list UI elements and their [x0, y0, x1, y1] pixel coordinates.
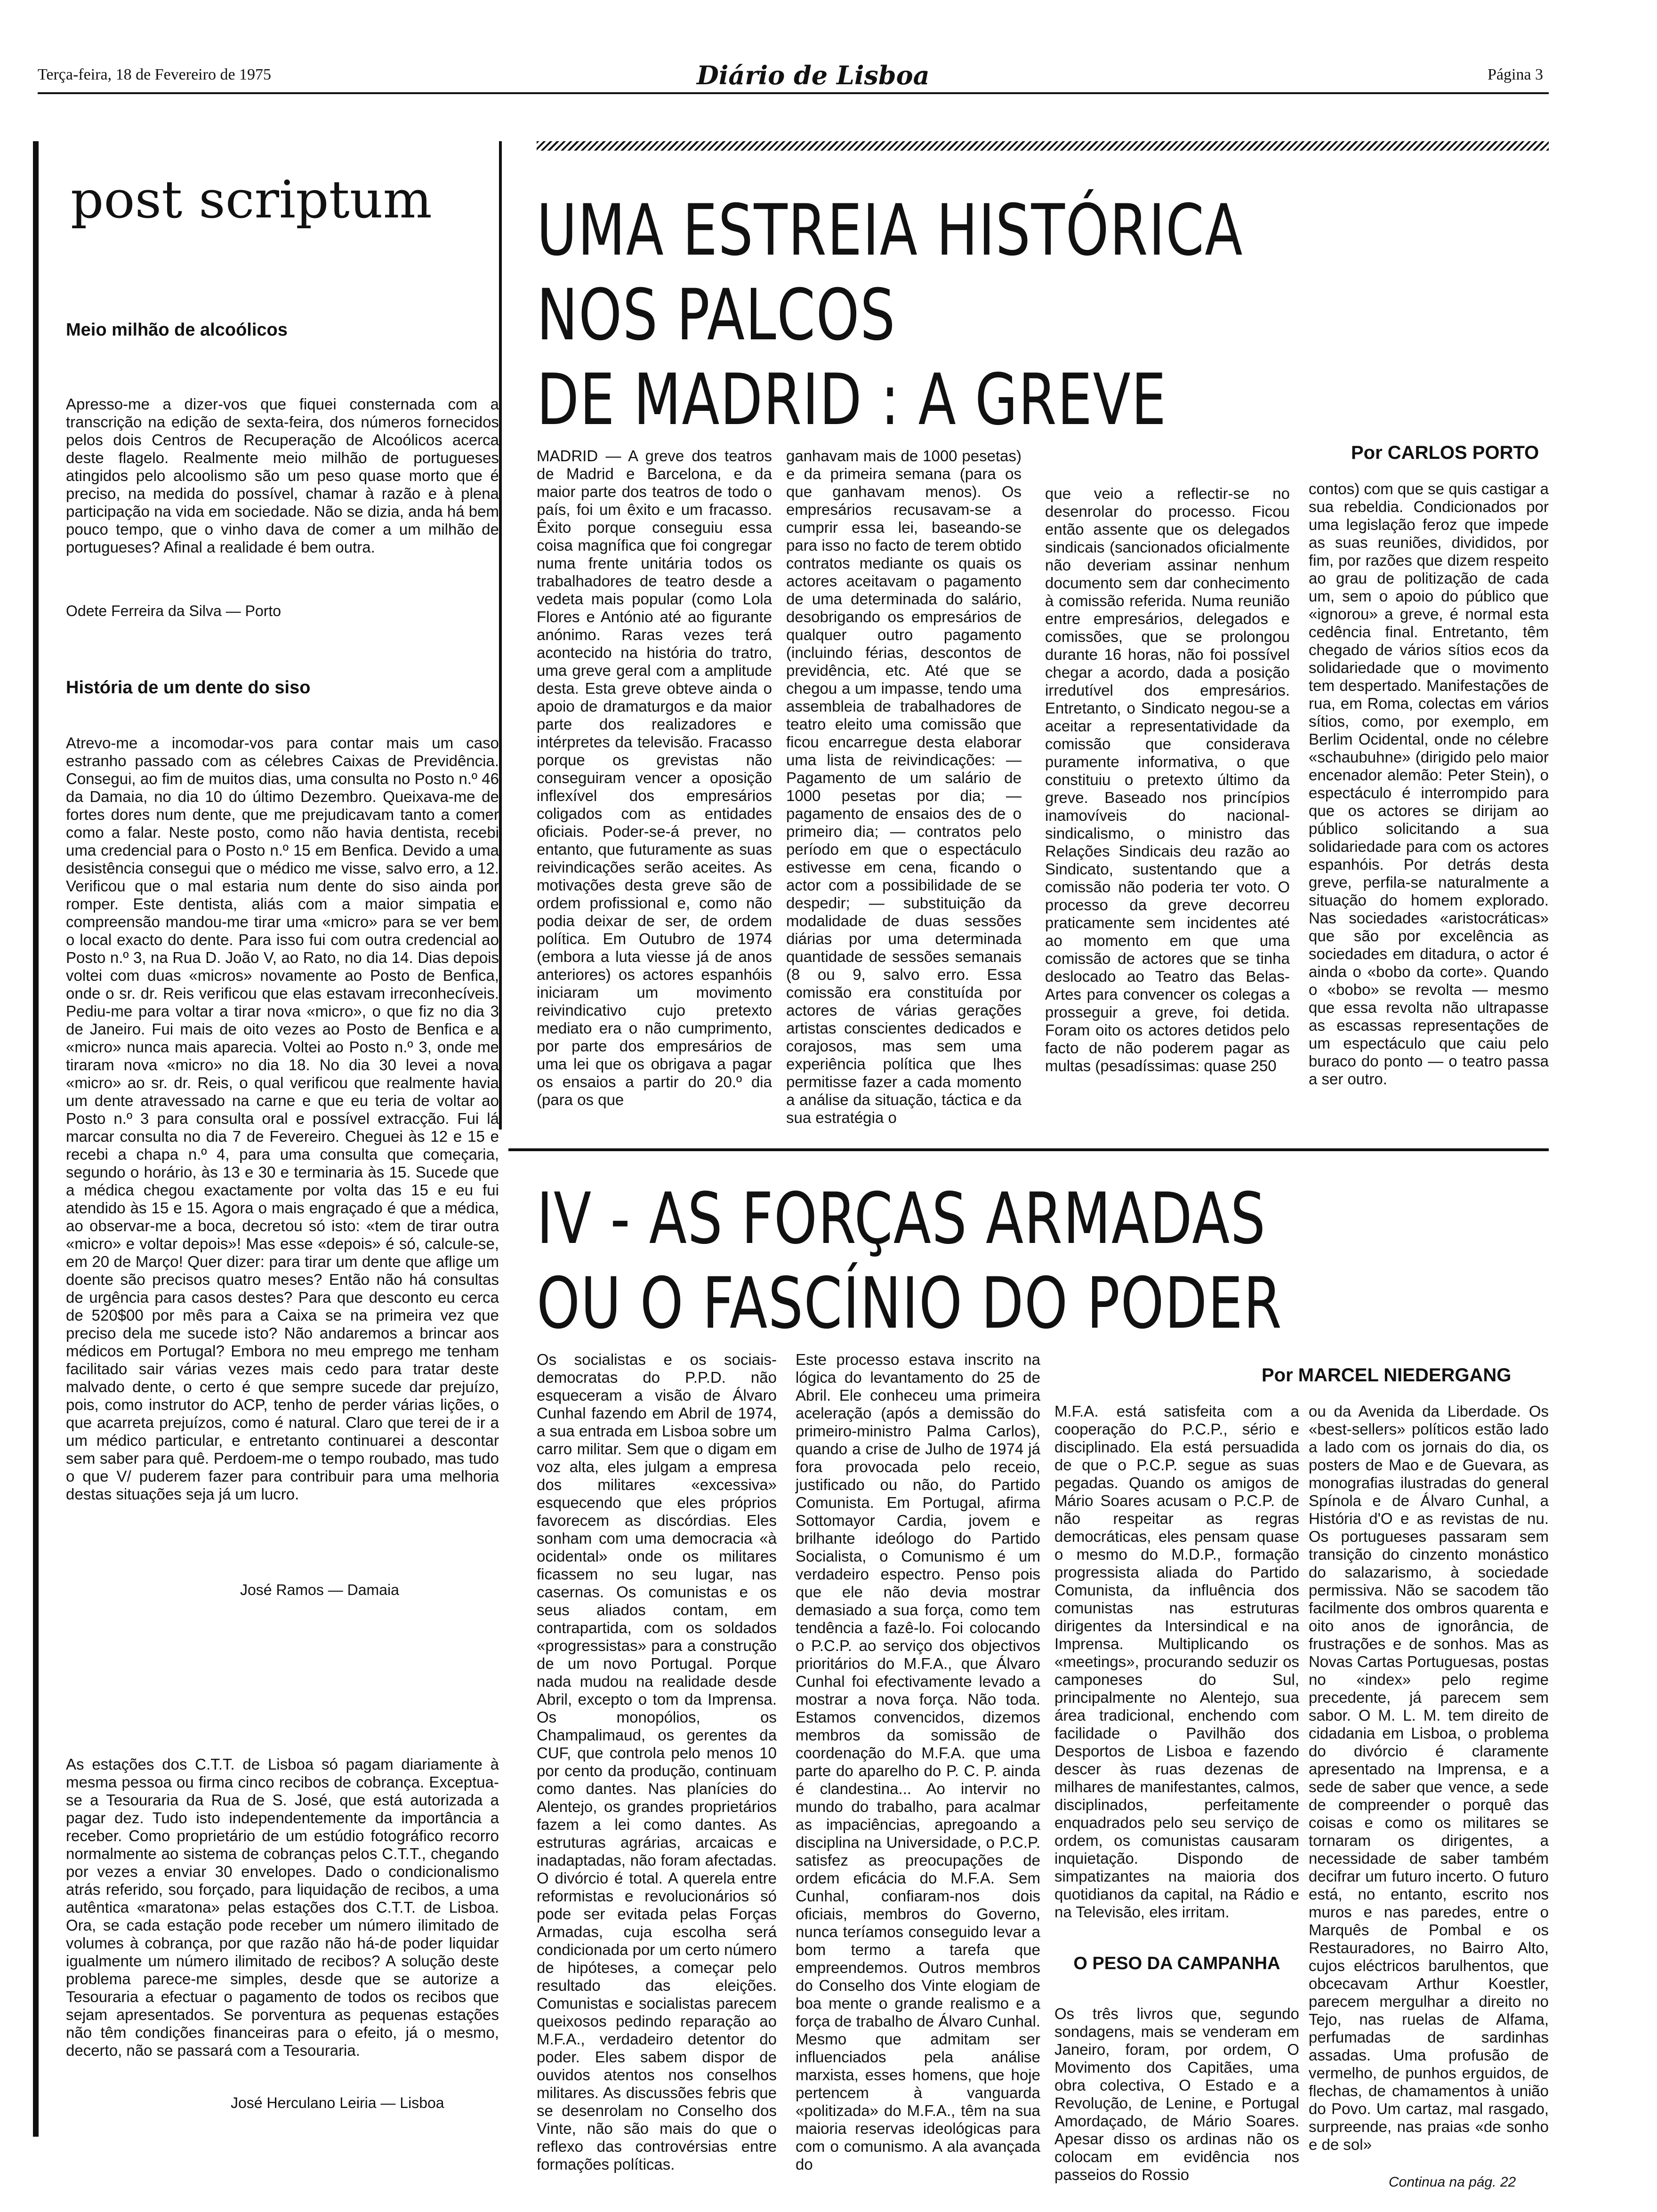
post-scriptum-column — [33, 141, 504, 2137]
letter-signature: José Ramos — Damaia — [240, 1581, 399, 1598]
page-number: Página 3 — [1488, 66, 1544, 83]
byline: Por MARCEL NIEDERGANG — [1262, 1365, 1512, 1386]
masthead-rule — [38, 92, 1549, 94]
subhead: O PESO DA CAMPANHA — [1073, 1954, 1280, 1973]
article-column: Este processo estava inscrito na lógica do levantamento do 25 de Abril. Ele conheceu uma primeira aceleração (após a demissão do primeiro-ministro Palma Carlos), quando a crise de Julho de 1974 já fora provocada pelo receio, justificado ou não, do Partido Comunista. Em Portugal, afirma Sottomayor Cardia, jovem e brilhante ideólogo do Partido Socialista, o Comunismo é um verdadeiro espectro. Penso pois que ele não devia mostrar demasiado a sua força, como tem tendência a fazê-lo. Foi colocando o P.C.P. ao serviço dos objectivos prioritários do M.F.A., que Álvaro Cunhal foi efectivamente levado a mostrar a nova força. Não toda. Estamos convencidos, dizemos membros da somissão de coordenação do M.F.A. que uma parte do aparelho do P. C. P. ainda é clandestina... Ao intervir no mundo do trabalho, para acalmar as impaciências, apregoando a disciplina na Universidade, o P.C.P. satisfez as preocupações de ordem eficácia do M.F.A. Sem Cunhal, confiaram-nos dois oficiais, membros do Governo, nunca teríamos conseguido levar a bom termo a tarefa que empreendemos. Outros membros do Conselho dos Vinte elogiam de boa mente o grande realismo e a força de trabalho de Álvaro Cunhal. Mesmo que admitam ser influenciados pela análise marxista, esses homens, que hoje pertencem à vanguarda «politizada» do M.F.A., têm na sua maioria reservas ideológicas para com o comunismo. A ala avançada do — [796, 1351, 1040, 2173]
article-column: que veio a reflectir-se no desenrolar do processo. Ficou então assente que os delegados sindicais (sancionados oficialmente não deveriam assinar nenhum documento sem dar conhecimento à comissão referida. Numa reunião entre empresários, delegados e comissões, que se prolongou durante 16 horas, não foi possível chegar a acordo, dada a posição irredutível dos empresários. Entretanto, o Sindicato negou-se a aceitar a representatividade da comissão que considerava puramente informativa, o que constituiu o pretexto último da greve. Baseado nos princípios inamovíveis do nacional-sindicalismo, o ministro das Relações Sindicais deu razão ao Sindicato, sustentando que a comissão não poderia ter voto. O processo da greve decorreu praticamente sem incidentes até ao momento em que uma comissão de actores que se tinha deslocado ao Teatro das Belas-Artes para convencer os colegas a prosseguir a greve, foi detida. Foram oito os actores detidos pelo facto de não poderem pagar as multas (pesadíssimas: quase 250 — [1045, 485, 1290, 1074]
article-column: ganhavam mais de 1000 pesetas) e da primeira semana (para os que ganhavam menos). Os empresários recusavam-se a cumprir essa lei, baseando-se para isso no facto de terem obtido contratos mediante os quais os actores aceitavam o pagamento de uma determinada do salário, desobrigando os empresários de qualquer outro pagamento (incluindo férias, descontos de previdência, etc. Até que se chegou a um impasse, tendo uma assembleia de trabalhadores de teatro eleito uma comissão que ficou encarregue desta elaborar uma lista de reivindicações: — Pagamento de um salário de 1000 pesetas por dia; — pagamento de ensaios des de o primeiro dia; — contratos pelo período em que o espectáculo estivesse em cena, ficando o actor com a possibilidade de se despedir; — substituição da modalidade de duas sessões diárias por uma determinada quantidade de sessões semanais (8 ou 9, salvo erro. Essa comissão era constituída por actores de várias gerações artistas conscientes dedicados e corajosos, mas sem uma experiência política que lhes permitisse fazer a cada momento a análise da situação, táctica e da sua estratégia o — [786, 447, 1022, 1126]
hatched-rule — [537, 141, 1549, 151]
letter-body: Atrevo-me a incomodar-vos para contar mais um caso estranho passado com as célebres Caixas de Previdência. Consegui, ao fim de muitos dias, uma consulta no Posto n.º 46 da Damaia, no dia 10 do último Dezembro. Queixava-me de fortes dores num dente, que me prejudicavam tanto a comer como a falar. Neste posto, como não havia dentista, recebi uma credencial para o Posto n.º 15 em Benfica. Devido a uma desistência consegui que o médico me visse, salvo erro, a 12. Verificou que o mal estaria num dente do siso ainda por romper. Este dentista, aliás com a maior simpatia e compreensão mandou-me tirar uma «micro» para se ver bem o local exacto do dente. Para isso fui com outra credencial ao Posto n.º 3, na Rua D. João V, ao Rato, no dia 14. Dias depois voltei com duas «micros» novamente ao Posto de Benfica, onde o sr. dr. Reis verificou que elas estavam irreconhecíveis. Pediu-me para voltar a tirar nova «micro», o que fiz no dia 3 de Janeiro. Fui mais de oito vezes ao Posto de Benfica e a «micro» nunca mais aparecia. Voltei ao Posto n.º 3, onde me tiraram nova «micro» no dia 18. No dia 30 levei a nova «micro» ao sr. dr. Reis, o qual verificou que realmente havia um dente atravessado na carne e que eu teria de voltar ao Posto n.º 3 para consulta oral e possível extracção. Fui lá marcar consulta no dia 7 de Fevereiro. Cheguei às 12 e 15 e recebi a chapa n.º 4, para uma consulta que começaria, segundo o horário, às 13 e 30 e terminaria às 15. Sucede que a médica chegou exactamente por volta das 15 e eu fui atendido às 15 e 15. Agora o mais engraçado é que a médica, ao observar-me a boca, decretou só isto: «tem de tirar outra «micro» e voltar depois»! Mas esse «depois» é só, calcule-se, em 20 de Março! Quer dizer: para tirar um dente que aflige um doente são precisos quatro meses? Então não há consultas de urgência para casos destes? Para que desconto eu cerca de 520$00 por mês para a Caixa se na primeira vez que preciso dela me sucede isto? Não andaremos a brincar aos médicos em Portugal? Embora no meu emprego me tenham facilitado sair várias vezes mais cedo para tratar deste malvado dente, o certo é que sempre sucede dar prejuízo, pois, como instrutor do ACP, tenho de perder várias lições, o que acarreta prejuízos, como é natural. Claro que terei de ir a um médico particular, e entretanto continuarei a descontar sem saber para quê. Perdoem-me o tempo roubado, mas tudo o que V/ puderem fazer para contribuir para uma melhoria destas situações seja já um lucro. — [66, 734, 499, 1503]
article-column: contos) com que se quis castigar a sua rebeldia. Condicionados por uma legislação feroz que impede as suas reuniões, divididos, por fim, por razões que dizem respeito ao grau de politização de cada um, sem o apoio do público que «ignorou» a greve, é normal esta cedência final. Entretanto, têm chegado de vários sítios ecos da solidariedade que o movimento tem despertado. Manifestações de rua, em Roma, colectas em vários sítios, como, por exemplo, em Berlim Ocidental, onde no célebre «schaubuhne» (dirigido pelo maior encenador alemão: Peter Stein), o espectáculo é interrompido para que os actores se dirijam ao público solicitando a sua solidariedade para com os actores espanhóis. Por detrás desta greve, perfila-se naturalmente a situação do homem explorado. Nas sociedades «aristocráticas» que são por excelência as sociedades em ditadura, o actor é ainda o «bobo da corte». Quando o «bobo» se revolta — mesmo que essa revolta não ultrapasse as escassas representações de um espectáculo que caiu pelo buraco do ponto — o teatro passa a ser outro. — [1309, 480, 1549, 1088]
newspaper-title: Diário de Lisboa — [697, 60, 930, 90]
letter-body: As estações dos C.T.T. de Lisboa só pagam diariamente à mesma pessoa ou firma cinco recibos de cobrança. Exceptua-se a Tesouraria da Rua de S. José, que está autorizada a pagar dez. Tudo isto independentemente da importância a receber. Como proprietário de um estúdio fotográfico recorro normalmente ao sistema de cobranças pelos C.T.T., chegando por vezes a enviar 30 envelopes. Dado o condicionalismo atrás referido, sou forçado, para liquidação de recibos, a uma autêntica «maratona» pelas estações dos C.T.T. de Lisboa. Ora, se cada estação pode receber um número ilimitado de volumes à cobrança, por que razão não há-de poder liquidar igualmente um número ilimitado de recibos? A solução deste problema parece-me simples, desde que se autorize a Tesouraria a efectuar o pagamento de todos os recibos que sejam apresentados. Se porventura as pequenas estações não têm condições financeiras para o efeito, já o mesmo, decerto, não se passará com a Tesouraria. — [66, 1755, 499, 2059]
byline: Por CARLOS PORTO — [1351, 442, 1539, 463]
article-column: Os socialistas e os sociais-democratas do P.P.D. não esqueceram a visão de Álvaro Cunhal fazendo em Abril de 1974, a sua entrada em Lisboa sobre um carro militar. Sem que o digam em voz alta, eles julgam a empresa dos militares «excessiva» esquecendo que eles próprios favorecem as discórdias. Eles sonham com uma democracia «à ocidental» onde os militares ficassem no seu lugar, nas casernas. Os comunistas e os seus aliados contam, em contrapartida, com os soldados «progressistas» para a construção de um novo Portugal. Porque nada mudou na realidade desde Abril, excepto o tom da Imprensa. Os monopólios, os Champalimaud, os gerentes da CUF, que controla pelo menos 10 por cento da produção, continuam como dantes. Nas planícies do Alentejo, os grandes proprietários fazem a lei como dantes. As estruturas agrárias, arcaicas e inadaptadas, não foram afectadas. O divórcio é total. A querela entre reformistas e revolucionários só pode ser evitada pelas Forças Armadas, cuja escolha será condicionada por um certo número de hipóteses, a começar pelo resultado das eleições. Comunistas e socialistas parecem queixosos pedindo reparação ao M.F.A., verdadeiro detentor do poder. Eles sabem dispor de ouvidos atentos nos conselhos militares. As discussões febris que se desenrolam no Conselho dos Vinte, não são mais do que o reflexo das controvérsias entre formações políticas. — [537, 1351, 777, 2173]
section-title: post scriptum — [71, 169, 432, 230]
letter-signature: Odete Ferreira da Silva — Porto — [66, 602, 282, 619]
letter-body: Apresso-me a dizer-vos que fiquei consternada com a transcrição na edição de sexta-feira, dos números fornecidos pelos dois Centros de Recuperação de Alcoólicos acerca deste flagelo. Realmente meio milhão de portugueses atingidos pelo alcoolismo são um peso quase morto que é preciso, na medida do possível, chamar à razão e à plena participação na vida em sociedade. Não se dizia, anda há bem pouco tempo, que o vinho dava de comer a um milhão de portugueses? Afinal a realidade é bem outra. — [66, 395, 499, 556]
letter-signature: José Herculano Leiria — Lisboa — [231, 2094, 444, 2111]
continued-note: Continua na pág. 22 — [1389, 2174, 1516, 2190]
column-bar — [33, 141, 39, 2137]
issue-date: Terça-feira, 18 de Fevereiro de 1975 — [38, 66, 272, 83]
article-column: Os três livros que, segundo sondagens, mais se venderam em Janeiro, foram, por ordem, O Movimento dos Capitães, uma obra colectiva, O Estado e a Revolução, de Lenine, e Portugal Amordaçado, de Mário Soares. Apesar disso os ardinas não os colocam em evidência nos passeios do Rossio — [1054, 2005, 1299, 2183]
article-rule — [508, 1148, 1549, 1151]
letter-title: Meio milhão de alcoólicos — [66, 320, 288, 340]
article-column: ou da Avenida da Liberdade. Os «best-sellers» políticos estão lado a lado com os jornais do dia, os posters de Mao e de Guevara, as monografias ilustradas do general Spínola e de Álvaro Cunhal, a História d'O e as revistas de nu. Os portugueses passaram sem transição do cinzento monástico do salazarismo, à sociedade permissiva. Não se sacodem tão facilmente dos ombros quarenta e oito anos de ignorância, de frustrações e de sonhos. Mas as Novas Cartas Portuguesas, postas no «index» pelo regime precedente, já parecem sem sabor. O M. L. M. tem direito de cidadania em Lisboa, o problema do divórcio é claramente apresentado na Imprensa, e a sede de saber que vence, a sede de compreender o porquê das coisas e como os militares se tornaram os dirigentes, a necessidade de saber também decifrar um futuro incerto. O futuro está, no entanto, escrito nos muros e nas paredes, entre o Marquês de Pombal e os Restauradores, no Bairro Alto, cujos eléctricos barulhentos, que obcecavam Arthur Koestler, parecem mergulhar a direito no Tejo, nas ruelas de Alfama, perfumadas de sardinhas assadas. Uma profusão de vermelho, de punhos erguidos, de flechas, de chamamentos à união do Povo. Um cartaz, mal rasgado, surpreende, nas praias «de sonho e de sol» — [1309, 1403, 1549, 2153]
column-divider — [499, 141, 502, 1130]
article-headline: UMA ESTREIA HISTÓRICA NOS PALCOS DE MADRID : A GREVE — [537, 190, 1244, 441]
article-headline: IV - AS FORÇAS ARMADAS OU O FASCÍNIO DO PODER — [537, 1178, 1283, 1345]
letter-title: História de um dente do siso — [66, 678, 311, 697]
article-column: MADRID — A greve dos teatros de Madrid e Barcelona, e da maior parte dos teatros de todo o país, foi um êxito e um fracasso. Êxito porque conseguiu essa coisa magnífica que foi congregar numa frente unitária todos os trabalhadores de teatro desde a vedeta mais popular (como Lola Flores e António até ao figurante anónimo. Raras vezes terá acontecido na história do tratro, uma greve geral com a amplitude desta. Esta greve obteve ainda o apoio de dramaturgos e da maior parte dos realizadores e intérpretes da televisão. Fracasso porque os grevistas não conseguiram vencer a oposição inflexível dos empresários coligados com as entidades oficiais. Poder-se-á prever, no entanto, que futuramente as suas reivindicações serão aceites. As motivações desta greve são de ordem profissional e, como não podia deixar de ser, de ordem política. Em Outubro de 1974 (embora a luta viesse já de anos anteriores) os actores espanhóis iniciaram um movimento reivindicativo cujo pretexto mediato era o não cumprimento, por parte dos empresários de uma lei que os obrigava a pagar os ensaios a partir do 20.º dia (para os que — [537, 447, 772, 1108]
article-column: M.F.A. está satisfeita com a cooperação do P.C.P., sério e disciplinado. Ela está persuadida de que o P.C.P. segue as suas pegadas. Quando os amigos de Mário Soares acusam o P.C.P. de não respeitar as regras democráticas, eles pensam quase o mesmo do M.D.P., formação progressista aliada do Partido Comunista, da influência dos comunistas nas estruturas dirigentes da Intersindical e na Imprensa. Multiplicando os «meetings», procurando seduzir os camponeses do Sul, principalmente no Alentejo, sua área tradicional, enchendo com facilidade o Pavilhão dos Desportos de Lisboa e fazendo descer às ruas dezenas de milhares de manifestantes, calmos, disciplinados, perfeitamente enquadrados pelo seu serviço de ordem, os comunistas causaram inquietação. Dispondo de simpatizantes na maioria dos quotidianos da capital, na Rádio e na Televisão, eles irritam. — [1054, 1403, 1299, 1921]
